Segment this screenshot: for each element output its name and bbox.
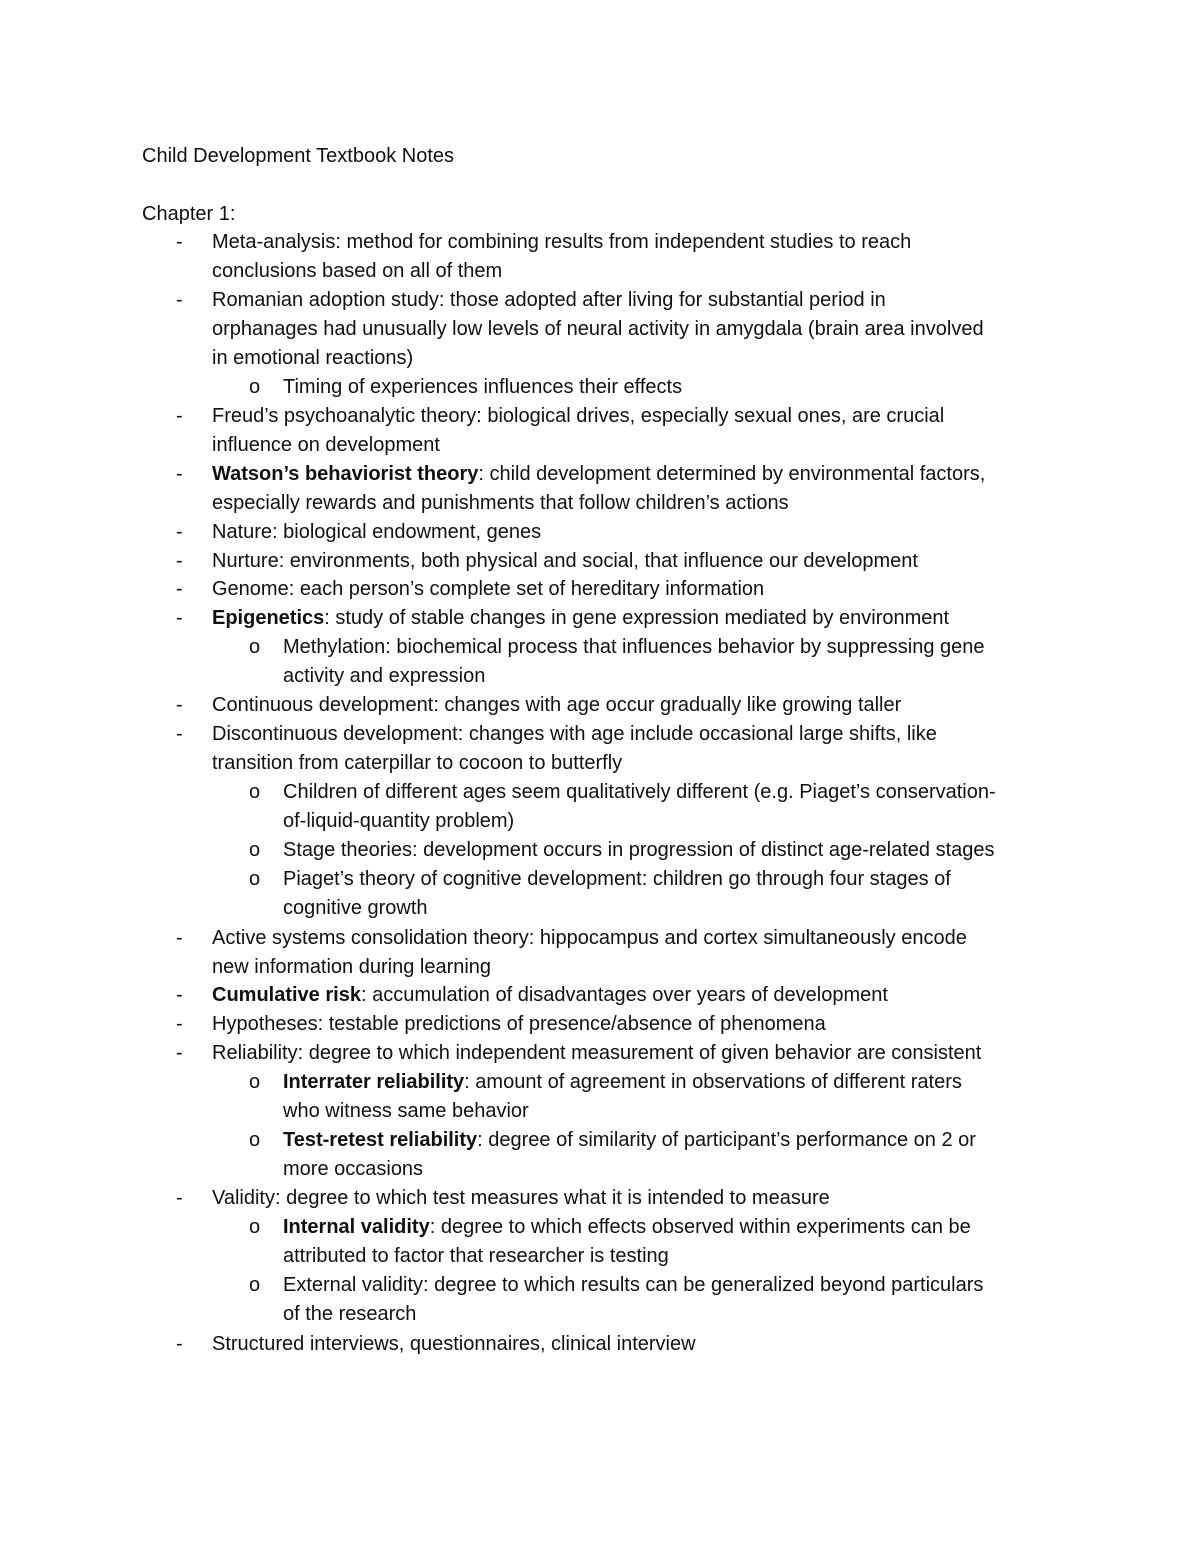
sub-item-text: Internal validity: degree to which effects observed within experiments can be [283, 1216, 971, 1238]
sub-item-text: who witness same behavior [283, 1100, 529, 1122]
dash-bullet: - [176, 578, 183, 600]
list-item-text: Active systems consolidation theory: hippocampus and cortex simultaneously encode [212, 927, 967, 949]
list-item-text: Continuous development: changes with age occur gradually like growing taller [212, 694, 902, 716]
dash-bullet: - [176, 550, 183, 572]
list-item-text: Reliability: degree to which independent measurement of given behavior are consistent [212, 1042, 982, 1064]
list-item-text: Hypotheses: testable predictions of presence/absence of phenomena [212, 1013, 826, 1035]
bold-term: Test-retest reliability [283, 1129, 478, 1151]
list-item-text: Watson’s behaviorist theory: child development determined by environmental factors, [212, 463, 986, 485]
list-item-text: transition from caterpillar to cocoon to butterfly [212, 752, 623, 774]
list-item-text: orphanages had unusually low levels of neural activity in amygdala (brain area involved [212, 318, 984, 340]
sub-item-text: cognitive growth [283, 897, 428, 919]
dash-bullet: - [176, 289, 183, 311]
list-item-text: Nurture: environments, both physical and social, that influence our development [212, 550, 918, 572]
dash-bullet: - [176, 463, 183, 485]
list-item-text: Freud’s psychoanalytic theory: biological drives, especially sexual ones, are crucial [212, 405, 945, 427]
list-item-text: Structured interviews, questionnaires, clinical interview [212, 1333, 696, 1355]
list-item-text: Romanian adoption study: those adopted after living for substantial period in [212, 289, 886, 311]
sub-item-text: Stage theories: development occurs in progression of distinct age-related stages [283, 839, 995, 861]
document-title: Child Development Textbook Notes [142, 145, 455, 167]
dash-bullet: - [176, 984, 183, 1006]
sub-item-text: Interrater reliability: amount of agreement in observations of different raters [283, 1071, 962, 1093]
bold-term: Cumulative risk [212, 984, 361, 1006]
dash-bullet: - [176, 607, 183, 629]
sub-item-text: Piaget’s theory of cognitive development: children go through four stages of [283, 868, 951, 890]
dash-bullet: - [176, 1013, 183, 1035]
circle-bullet: o [249, 839, 261, 861]
dash-bullet: - [176, 405, 183, 427]
list-item-text: Meta-analysis: method for combining results from independent studies to reach [212, 231, 912, 253]
dash-bullet: - [176, 1333, 183, 1355]
sub-item-text: Timing of experiences influences their effects [283, 376, 683, 398]
bold-term: Interrater reliability [283, 1071, 465, 1093]
dash-bullet: - [176, 231, 183, 253]
dash-bullet: - [176, 521, 183, 543]
list-item-text: Validity: degree to which test measures what it is intended to measure [212, 1187, 830, 1209]
chapter-heading: Chapter 1: [142, 203, 236, 225]
dash-bullet: - [176, 694, 183, 716]
circle-bullet: o [249, 636, 261, 658]
circle-bullet: o [249, 1129, 261, 1151]
dash-bullet: - [176, 723, 183, 745]
sub-item-text: of-liquid-quantity problem) [283, 810, 515, 832]
list-item-text: especially rewards and punishments that follow children’s actions [212, 492, 789, 514]
list-item-text: in emotional reactions) [212, 347, 414, 369]
list-item-text: Cumulative risk: accumulation of disadvantages over years of development [212, 984, 888, 1006]
sub-item-text: Children of different ages seem qualitatively different (e.g. Piaget’s conservation- [283, 781, 996, 803]
list-item-text: conclusions based on all of them [212, 260, 503, 282]
list-item-text: new information during learning [212, 956, 492, 978]
circle-bullet: o [249, 868, 261, 890]
circle-bullet: o [249, 1274, 261, 1296]
dash-bullet: - [176, 927, 183, 949]
list-item-text: Discontinuous development: changes with age include occasional large shifts, like [212, 723, 937, 745]
list-item-text: Epigenetics: study of stable changes in gene expression mediated by environment [212, 607, 950, 629]
circle-bullet: o [249, 1071, 261, 1093]
circle-bullet: o [249, 376, 261, 398]
sub-item-text: activity and expression [283, 665, 486, 687]
dash-bullet: - [176, 1187, 183, 1209]
circle-bullet: o [249, 1216, 261, 1238]
sub-item-text: External validity: degree to which results can be generalized beyond particulars [283, 1274, 984, 1296]
bold-term: Watson’s behaviorist theory [212, 463, 479, 485]
sub-item-text: attributed to factor that researcher is testing [283, 1245, 669, 1267]
list-item-text: Genome: each person’s complete set of hereditary information [212, 578, 765, 600]
list-item-text: Nature: biological endowment, genes [212, 521, 542, 543]
dash-bullet: - [176, 1042, 183, 1064]
sub-item-text: more occasions [283, 1158, 424, 1180]
sub-item-text: Test-retest reliability: degree of similarity of participant’s performance on 2 or [283, 1129, 976, 1151]
circle-bullet: o [249, 781, 261, 803]
bold-term: Internal validity [283, 1216, 430, 1238]
sub-item-text: Methylation: biochemical process that influences behavior by suppressing gene [283, 636, 985, 658]
list-item-text: influence on development [212, 434, 440, 456]
sub-item-text: of the research [283, 1303, 417, 1325]
bold-term: Epigenetics [212, 607, 325, 629]
